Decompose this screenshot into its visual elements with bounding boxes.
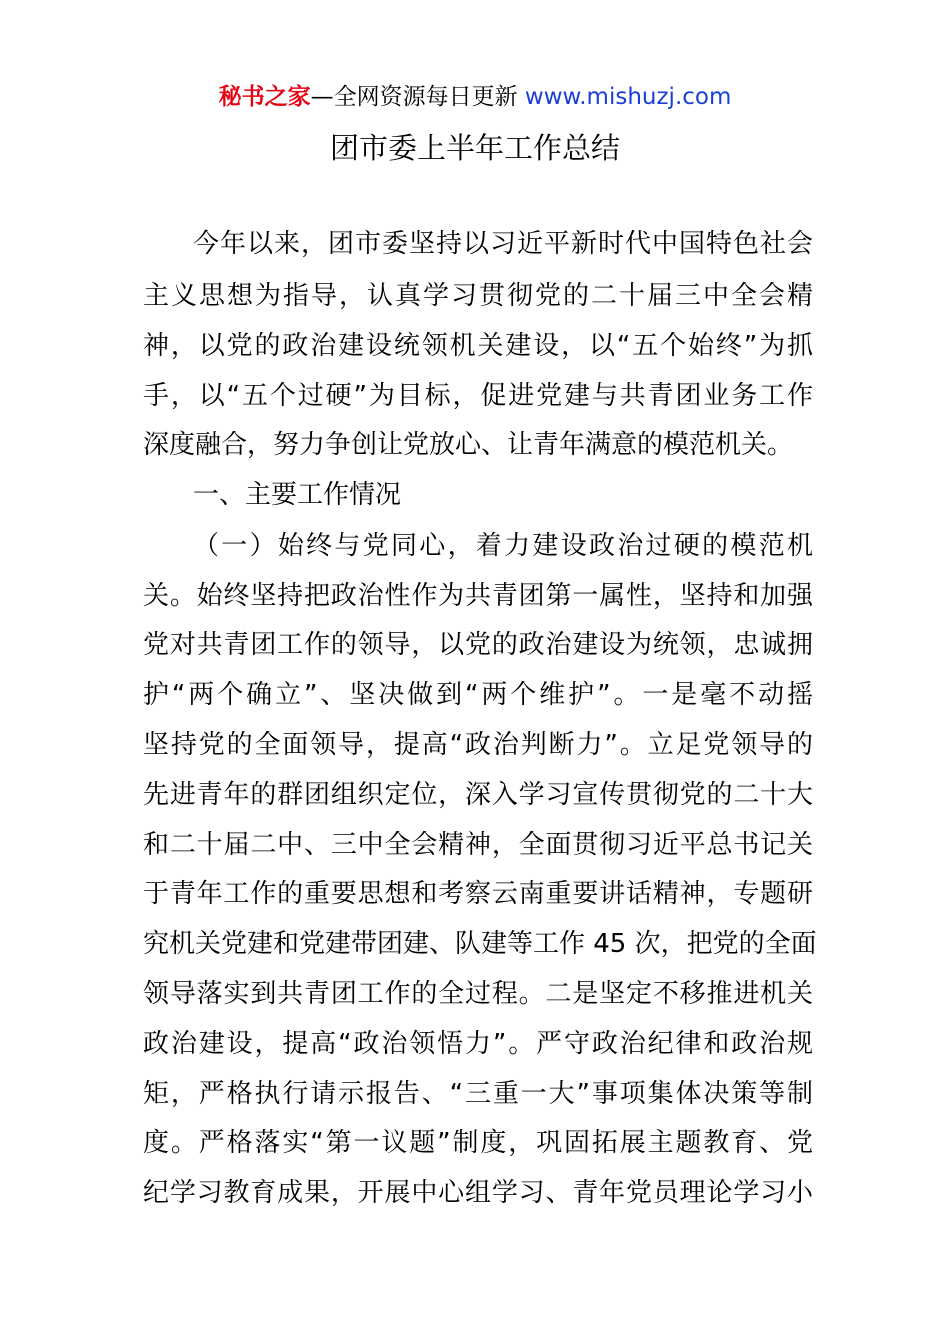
site-banner xyxy=(0,80,950,114)
body-line: 护“两个确立”、坚决做到“两个维护”。一是毫不动摇 xyxy=(143,680,813,710)
body-line: 手，以“五个过硬”为目标，促进党建与共青团业务工作 xyxy=(143,381,813,411)
document-title: 团市委上半年工作总结 xyxy=(329,131,620,165)
section-heading: 一、主要工作情况 xyxy=(193,480,402,510)
brand-name: 秘书之家 xyxy=(218,84,311,110)
body-line: 今年以来，团市委坚持以习近平新时代中国特色社会 xyxy=(193,229,813,259)
banner-tagline: —全网资源每日更新 xyxy=(310,84,525,110)
body-line: 主义思想为指导，认真学习贯彻党的二十届三中全会精 xyxy=(143,281,813,311)
body-line: 纪学习教育成果，开展中心组学习、青年党员理论学习小 xyxy=(143,1178,813,1208)
body-line: 究机关党建和党建带团建、队建等工作 45 次，把党的全面 xyxy=(143,929,817,959)
site-url[interactable]: www.mishuzj.com xyxy=(524,84,732,110)
body-line: 于青年工作的重要思想和考察云南重要讲话精神，专题研 xyxy=(143,879,813,909)
body-line: 政治建设，提高“政治领悟力”。严守政治纪律和政治规 xyxy=(143,1029,813,1059)
body-line: 领导落实到共青团工作的全过程。二是坚定不移推进机关 xyxy=(143,979,813,1009)
body-line: 先进青年的群团组织定位，深入学习宣传贯彻党的二十大 xyxy=(143,780,813,810)
body-line: 关。始终坚持把政治性作为共青团第一属性，坚持和加强 xyxy=(143,581,813,611)
body-line: 度。严格落实“第一议题”制度，巩固拓展主题教育、党 xyxy=(143,1128,813,1158)
body-line: 党对共青团工作的领导，以党的政治建设为统领，忠诚拥 xyxy=(143,630,813,660)
body-line: 和二十届二中、三中全会精神，全面贯彻习近平总书记关 xyxy=(143,830,813,860)
body-line: 坚持党的全面领导，提高“政治判断力”。立足党领导的 xyxy=(143,730,813,760)
body-line: 深度融合，努力争创让党放心、让青年满意的模范机关。 xyxy=(143,430,794,460)
body-line: 矩，严格执行请示报告、“三重一大”事项集体决策等制 xyxy=(143,1079,813,1109)
body-line: 神，以党的政治建设统领机关建设，以“五个始终”为抓 xyxy=(143,331,813,361)
body-line: （一）始终与党同心，着力建设政治过硬的模范机 xyxy=(193,531,813,561)
